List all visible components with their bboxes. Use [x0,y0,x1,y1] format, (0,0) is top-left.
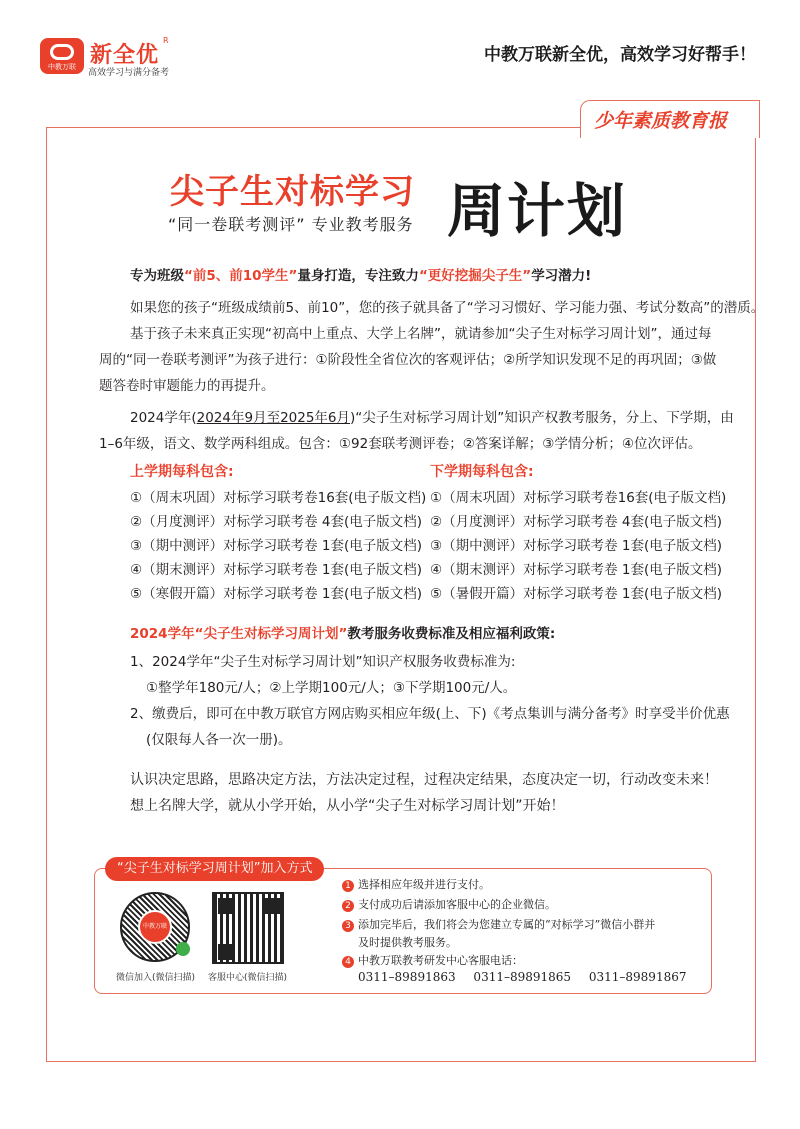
join-method-label: “尖子生对标学习周计划”加入方式 [105,857,324,881]
wechat-qr-logo-icon [138,910,172,944]
newspaper-title: 少年素质教育报 [594,110,728,132]
join-step-3-cont: 及时提供教考服务。 [358,936,457,949]
brand-name: 新全优 [90,43,160,68]
step-number-icon: 4 [342,956,354,968]
intro-paragraph-2-line-3: 题答卷时审题能力的再提升。 [99,378,275,394]
second-term-item: ④（期末测评）对标学习联考卷 1套(电子版文档) [430,562,723,578]
join-step-2: 2 支付成功后请添加客服中心的企业微信。 [342,896,556,914]
first-term-item: ③（期中测评）对标学习联考卷 1套(电子版文档) [130,538,423,554]
step-number-icon: 3 [342,920,354,932]
service-phone-numbers: 0311–89891863 0311–89891865 0311–89891867 [358,970,687,984]
page-subtitle: “同一卷联考测评” 专业教考服务 [168,215,414,234]
wechat-qr-caption: 微信加入(微信扫描) [116,973,196,983]
closing-line-1: 认识决定思路，思路决定方法，方法决定过程，过程决定结果，态度决定一切，行动改变未来！ [130,772,718,788]
intro-paragraph-2-line-1: 基于孩子未来真正实现“初高中上重点、大学上名牌”，就请参加“尖子生对标学习周计划”，通过每 [130,326,712,342]
intro-paragraph-3-line-2: 1–6年级，语文、数学两科组成。包含：①92套联考测评卷；②答案详解；③学情分析；④位次评估。 [99,436,702,452]
second-term-item: ②（月度测评）对标学习联考卷 4套(电子版文档) [430,514,723,530]
fees-item-1-detail: ①整学年180元/人；②上学期100元/人；③下学期100元/人。 [146,680,517,696]
join-step-3: 3 添加完毕后，我们将会为您建立专属的“对标学习”微信小群并 [342,916,655,934]
page-title-big: 周计划 [447,177,628,245]
header-slogan: 中教万联新全优，高效学习好帮手！ [484,45,756,65]
first-term-item: ④（期末测评）对标学习联考卷 1套(电子版文档) [130,562,423,578]
second-term-item: ⑤（暑假开篇）对标学习联考卷 1套(电子版文档) [430,586,723,602]
wechat-qr-logo-text: 中教万联 [142,923,167,930]
intro-paragraph-3-line-1: 2024学年(2024年9月至2025年6月)“尖子生对标学习周计划”知识产权教考服务，分上、下学期，由 [130,410,734,426]
intro-paragraph-1: 如果您的孩子“班级成绩前5、前10”，您的孩子就具备了“学习习惯好、学习能力强、考试分数高”的潜质。 [130,300,765,316]
first-term-item: ②（月度测评）对标学习联考卷 4套(电子版文档) [130,514,423,530]
fees-item-2: 2、缴费后，即可在中教万联官方网店购买相应年级(上、下)《考点集训与满分备考》时享受半价优惠 [130,706,730,722]
intro-paragraph-2-line-2: 周的“同一卷联考测评”为孩子进行：①阶段性全省位次的客观评估；②所学知识发现不足的再巩固；③做 [99,352,717,368]
step-number-icon: 2 [342,900,354,912]
fees-heading: 2024学年“尖子生对标学习周计划”教考服务收费标准及相应福利政策: [130,626,556,642]
first-term-item: ①（周末巩固）对标学习联考卷16套(电子版文档) [130,490,427,506]
second-term-item: ①（周末巩固）对标学习联考卷16套(电子版文档) [430,490,727,506]
page-header [0,0,800,90]
page-title-red: 尖子生对标学习 [170,172,415,212]
closing-line-2: 想上名牌大学，就从小学开始，从小学“尖子生对标学习周计划”开始！ [130,798,565,814]
logo-text: 中教万联 [48,63,76,71]
brand-tagline: 高效学习与满分备考 [88,68,170,78]
intro-headline: 专为班级“前5、前10学生”量身打造，专注致力“更好挖掘尖子生”学习潜力! [130,268,592,284]
second-term-item: ③（期中测评）对标学习联考卷 1套(电子版文档) [430,538,723,554]
registered-mark: R [163,36,169,45]
fees-item-1: 1、2024学年“尖子生对标学习周计划”知识产权服务收费标准为: [130,654,516,670]
service-center-qr-code [212,892,284,964]
join-step-1: 1 选择相应年级并进行支付。 [342,876,490,894]
step-number-icon: 1 [342,880,354,892]
fees-item-2-detail: (仅限每人各一次一册)。 [146,732,292,748]
join-step-4: 4 中教万联教考研发中心客服电话： [342,952,523,970]
first-term-heading: 上学期每科包含: [130,464,234,480]
service-qr-caption: 客服中心(微信扫描) [208,973,288,983]
first-term-item: ⑤（寒假开篇）对标学习联考卷 1套(电子版文档) [130,586,423,602]
second-term-heading: 下学期每科包含: [430,464,534,480]
wechat-badge-icon [176,942,190,956]
brand-logo-icon [40,38,84,74]
